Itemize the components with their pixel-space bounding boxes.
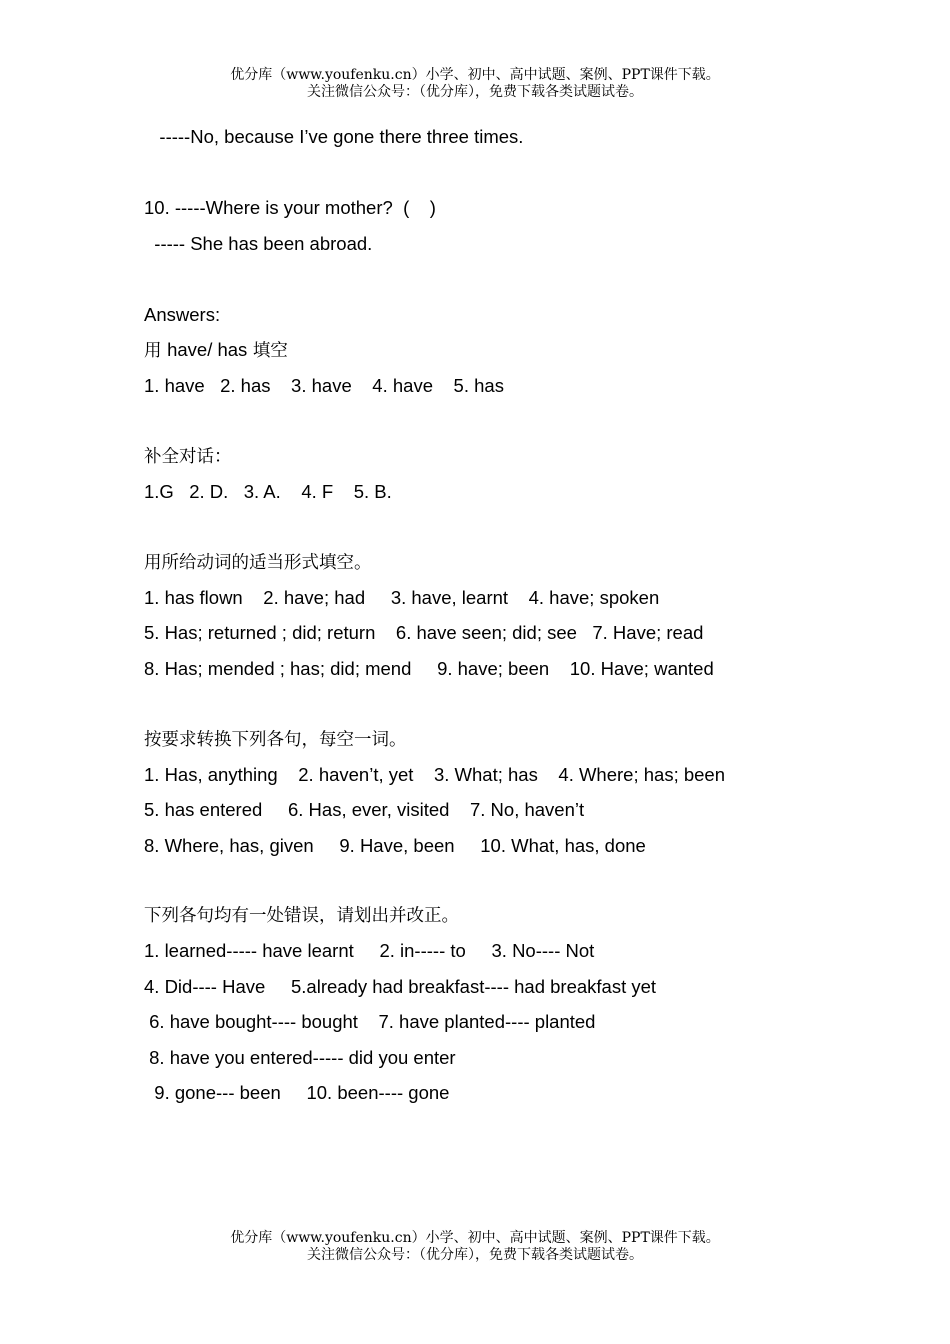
section5-title: 下列各句均有一处错误，请划出并改正。: [144, 906, 459, 926]
section2-answers: 1.G 2. D. 3. A. 4. F 5. B.: [144, 481, 392, 502]
section1-title-en: have/ has: [167, 339, 248, 360]
section3-line-2: 5. Has; returned ; did; return 6. have seen; did; see 7. Have; read: [144, 622, 704, 643]
section1-title-cn-b: 填空: [247, 341, 288, 361]
section3-line-3: 8. Has; mended ; has; did; mend 9. have; been 10. Have; wanted: [144, 658, 714, 679]
section5-line-4: 8. have you entered----- did you enter: [144, 1047, 456, 1068]
section2-title: 补全对话：: [144, 447, 232, 467]
section3-line-1: 1. has flown 2. have; had 3. have, learnt 4. have; spoken: [144, 587, 660, 608]
q10-question: 10. -----Where is your mother? ( ): [144, 197, 436, 218]
section1-answers: 1. have 2. has 3. have 4. have 5. has: [144, 375, 504, 396]
section5-line-3: 6. have bought---- bought 7. have planted---- planted: [144, 1011, 596, 1032]
section4-line-2: 5. has entered 6. Has, ever, visited 7. No, haven’t: [144, 799, 585, 820]
header-line-2: 关注微信公众号：（优分库），免费下载各类试题试卷。: [307, 84, 643, 100]
q9-answer: -----No, because I’ve gone there three times.: [144, 126, 524, 147]
section5-line-2: 4. Did---- Have 5.already had breakfast---- had breakfast yet: [144, 976, 657, 997]
section3-title: 用所给动词的适当形式填空。: [144, 553, 372, 573]
page-header: [0, 67, 950, 101]
section1-title: [144, 339, 288, 362]
answers-title: Answers:: [144, 304, 221, 325]
section4-line-1: 1. Has, anything 2. haven’t, yet 3. What; has 4. Where; has; been: [144, 764, 726, 785]
header-line-1: 优分库（www.youfenku.cn）小学、初中、高中试题、案例、PPT课件下载。: [230, 67, 720, 83]
section5-line-1: 1. learned----- have learnt 2. in----- to 3. No---- Not: [144, 940, 595, 961]
page-footer: [0, 1230, 950, 1264]
q10-answer: ----- She has been abroad.: [144, 233, 373, 254]
section5-line-5: 9. gone--- been 10. been---- gone: [144, 1082, 450, 1103]
footer-line-2: 关注微信公众号：（优分库），免费下载各类试题试卷。: [307, 1247, 643, 1263]
footer-line-1: 优分库（www.youfenku.cn）小学、初中、高中试题、案例、PPT课件下载。: [230, 1230, 720, 1246]
section1-title-cn-a: 用: [144, 341, 168, 361]
section4-line-3: 8. Where, has, given 9. Have, been 10. What, has, done: [144, 835, 646, 856]
section4-title: 按要求转换下列各句，每空一词。: [144, 730, 407, 750]
